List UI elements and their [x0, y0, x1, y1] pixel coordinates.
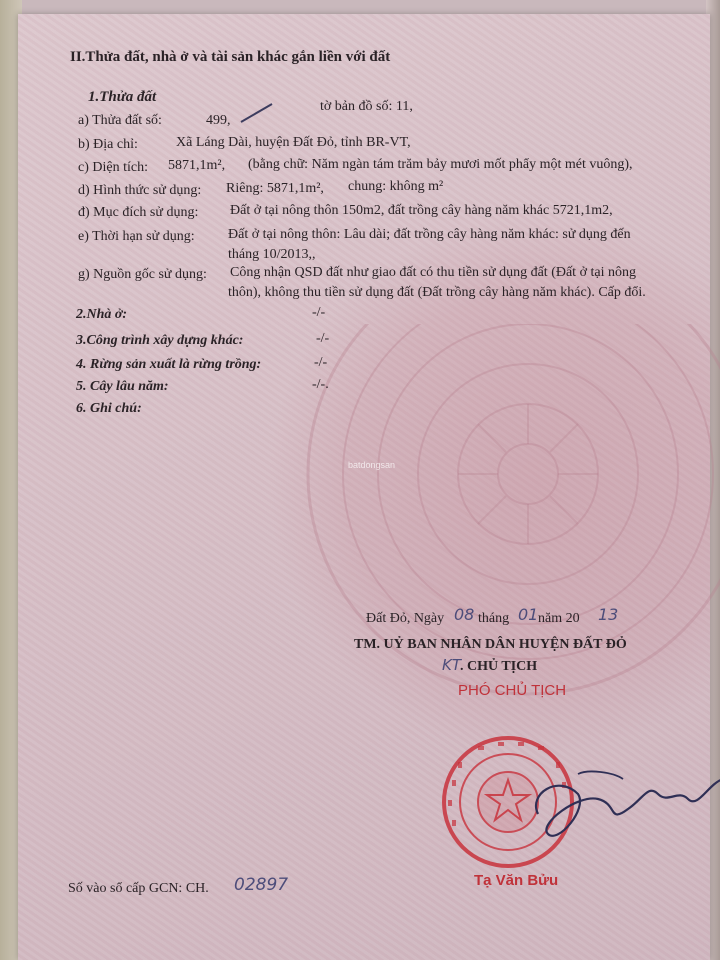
signer-name: Tạ Văn Bửu — [474, 872, 559, 889]
handwritten-signature — [518, 754, 720, 864]
usage-form-label: d) Hình thức sử dụng: — [78, 183, 202, 198]
usage-term-line2: tháng 10/2013,, — [228, 247, 316, 262]
kt-prefix: KT — [442, 656, 461, 674]
address-label: b) Địa chỉ: — [78, 137, 138, 152]
land-certificate-page — [18, 14, 710, 960]
chairman-title: . CHỦ TỊCH — [460, 659, 538, 674]
land-plot-number-label: a) Thửa đất số: — [78, 113, 162, 128]
other-construction-value: -/- — [316, 331, 330, 346]
signing-month-label: tháng — [478, 611, 510, 626]
signing-year: 13 — [598, 605, 619, 624]
usage-origin-line2: thôn), không thu tiền sử dụng đất (Đất trồng cây hàng năm khác). Cấp đổi. — [228, 285, 646, 300]
planted-forest-value: -/- — [314, 355, 328, 370]
signing-day: 08 — [454, 605, 475, 624]
usage-purpose-label: đ) Mục đích sử dụng: — [78, 205, 199, 220]
signing-place-date-prefix: Đất Đỏ, Ngày — [366, 611, 445, 626]
other-construction-label: 3.Công trình xây dựng khác: — [76, 333, 244, 348]
handwritten-tick-mark — [238, 98, 278, 128]
registry-number-value: 02897 — [234, 875, 289, 895]
perennial-trees-label: 5. Cây lâu năm: — [76, 379, 169, 394]
house-value: -/- — [312, 305, 326, 320]
perennial-trees-value: -/-. — [312, 377, 329, 392]
watermark-text: batdongsan — [348, 460, 396, 470]
address-value: Xã Láng Dài, huyện Đất Đỏ, tỉnh BR-VT, — [176, 135, 411, 150]
issuing-authority: TM. UỶ BAN NHÂN DÂN HUYỆN ĐẤT ĐỎ — [354, 637, 627, 652]
usage-term-label: e) Thời hạn sử dụng: — [78, 229, 195, 244]
notes-label: 6. Ghi chú: — [76, 401, 142, 416]
house-label: 2.Nhà ở: — [76, 307, 128, 322]
drum-watermark-emblem — [268, 324, 720, 794]
usage-form-private: Riêng: 5871,1m², — [226, 181, 324, 196]
usage-origin-line1: Công nhận QSD đất như giao đất có thu tiền sử dụng đất (Đất ở tại nông — [230, 265, 636, 280]
signing-month: 01 — [518, 605, 539, 624]
usage-form-common: chung: không m² — [348, 179, 444, 194]
usage-purpose-value: Đất ở tại nông thôn 150m2, đất trồng cây hàng năm khác 5721,1m2, — [230, 203, 613, 218]
signing-year-label: năm 20 — [538, 611, 580, 626]
area-label: c) Diện tích: — [78, 160, 148, 175]
section-title: II.Thửa đất, nhà ở và tài sản khác gắn liền với đất — [70, 49, 391, 65]
registry-number-label: Số vào sổ cấp GCN: CH. — [68, 881, 209, 896]
land-plot-number-value: 499, — [206, 113, 231, 128]
area-in-words: (bằng chữ: Năm ngàn tám trăm bảy mươi mốt phẩy một mét vuông), — [248, 157, 633, 172]
planted-forest-label: 4. Rừng sản xuất là rừng trồng: — [76, 357, 262, 372]
usage-origin-label: g) Nguồn gốc sử dụng: — [78, 267, 207, 282]
subsection-land-title: 1.Thửa đất — [88, 89, 157, 105]
area-value: 5871,1m², — [168, 158, 226, 173]
usage-term-line1: Đất ở tại nông thôn: Lâu dài; đất trồng cây hàng năm khác: sử dụng đến — [228, 227, 631, 242]
map-sheet-number: tờ bản đồ số: 11, — [320, 99, 413, 114]
deputy-chairman-title: PHÓ CHỦ TỊCH — [458, 682, 567, 699]
